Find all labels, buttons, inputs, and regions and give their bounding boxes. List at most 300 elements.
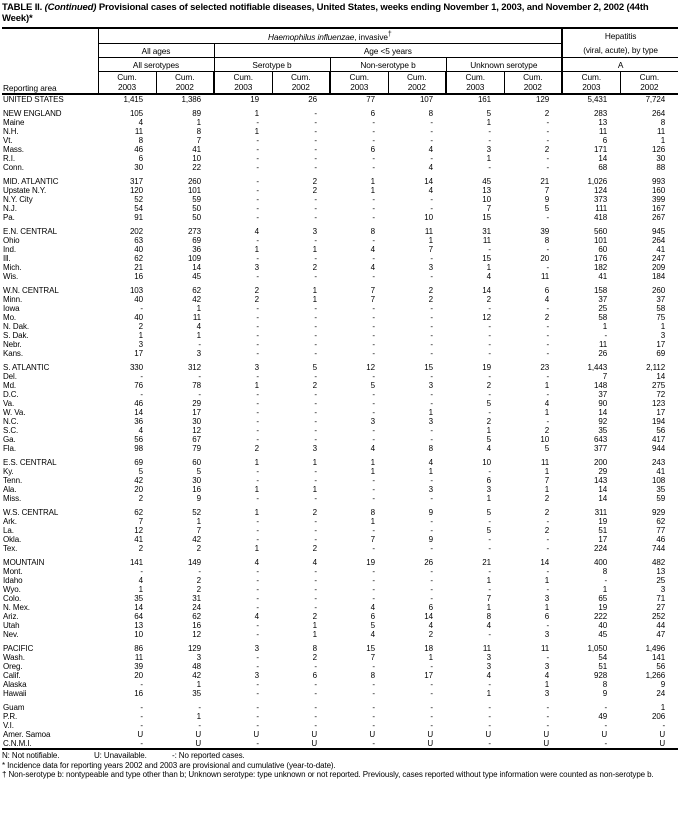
cell-value: - [314, 476, 317, 485]
cell-value: 11 [482, 644, 491, 653]
cell-value: 54 [598, 653, 608, 662]
cell-value: 1 [544, 680, 550, 689]
cell-value: 312 [187, 363, 201, 372]
cell-value: - [430, 517, 433, 526]
cell-value: 35 [134, 594, 143, 603]
cell-value: - [430, 154, 433, 163]
cell-value: - [546, 390, 550, 399]
table-row [2, 390, 678, 399]
cell-value: - [372, 426, 375, 435]
cell-value: 7 [370, 286, 375, 295]
table-row [2, 372, 678, 381]
table-row [2, 739, 678, 749]
cell-value: - [140, 721, 143, 730]
cell-value: 14 [598, 154, 608, 163]
cell-value: 88 [656, 163, 666, 172]
reporting-area-label: Colo. [3, 594, 22, 603]
cell-value: 4 [254, 558, 259, 567]
cell-value: 1 [544, 576, 550, 585]
cell-value: 160 [652, 186, 666, 195]
cell-value: - [430, 712, 433, 721]
cell-value: 643 [594, 435, 608, 444]
cell-value: 1 [486, 426, 491, 435]
cell-value: 62 [192, 612, 201, 621]
cell-value: 264 [652, 109, 666, 118]
reporting-area-label: S. ATLANTIC [3, 363, 50, 372]
cell-value: 9 [544, 195, 550, 204]
cell-value: 171 [594, 145, 608, 154]
reporting-area-label: Wyo. [3, 585, 21, 594]
table-title-text: Provisional cases of selected notifiable diseases, United States, weeks ending November 1, 2003, and November 2, 2002 (44th Week)* [2, 2, 649, 24]
cell-value: - [372, 544, 375, 553]
cell-value: 1 [544, 381, 550, 390]
cell-value: 14 [598, 485, 608, 494]
cell-value: 5 [312, 363, 317, 372]
table-row [2, 662, 678, 671]
footnote-dagger: † Non-serotype b: nontypeable and type other than b; Unknown serotype: type unknown or not reported. Previously, cases reported without type information were counted as non-serotype b. [2, 770, 654, 779]
cell-value: 1 [138, 331, 143, 340]
cell-value: - [430, 127, 433, 136]
cell-value: - [314, 435, 317, 444]
cell-value: 1 [196, 517, 201, 526]
cell-value: 45 [192, 272, 201, 281]
cell-value: 14 [482, 286, 491, 295]
reporting-area-label: Nebr. [3, 340, 22, 349]
cell-value: - [430, 254, 433, 263]
cell-value: - [546, 621, 550, 630]
cell-value: - [372, 739, 375, 748]
cell-value: - [314, 109, 317, 118]
cell-value: - [256, 703, 259, 712]
cell-value: 126 [652, 145, 666, 154]
cell-value: 2 [196, 576, 201, 585]
table-row [2, 721, 678, 730]
reporting-area-label: Kans. [3, 349, 23, 358]
cell-value: 4 [544, 295, 550, 304]
cell-value: - [546, 653, 550, 662]
cell-value: 418 [594, 213, 608, 222]
reporting-area-label: MID. ATLANTIC [3, 177, 59, 186]
cell-value: - [488, 535, 491, 544]
cell-value: 3 [196, 349, 201, 358]
legend-not-notifiable: N: Not notifiable. [2, 751, 60, 760]
cell-value: 260 [652, 286, 666, 295]
cell-value: 1 [544, 603, 550, 612]
cell-value: - [314, 322, 317, 331]
all-ages-header: All ages [98, 44, 214, 58]
reporting-area-label: Calif. [3, 671, 21, 680]
cell-value: 1 [486, 263, 491, 272]
cell-value: 49 [598, 712, 608, 721]
cell-value: - [140, 567, 143, 576]
cell-value: 16 [134, 689, 143, 698]
table-row [2, 535, 678, 544]
cell-value: - [256, 594, 259, 603]
cell-value: 4 [370, 444, 375, 453]
cell-value: 275 [652, 381, 666, 390]
cell-value: 4 [428, 145, 433, 154]
cell-value: 12 [134, 526, 143, 535]
table-row [2, 213, 678, 222]
cell-value: - [430, 195, 433, 204]
cell-value: - [430, 435, 433, 444]
cell-value: - [372, 408, 375, 417]
cell-value: - [546, 263, 550, 272]
cell-value: - [372, 272, 375, 281]
table-row [2, 680, 678, 689]
cell-value: 52 [192, 508, 201, 517]
cell-value: - [314, 331, 317, 340]
cell-value: 24 [656, 689, 666, 698]
table-row [2, 136, 678, 145]
cell-value: - [314, 313, 317, 322]
reporting-area-label: Tex. [3, 544, 18, 553]
cell-value: 2 [312, 263, 317, 272]
cell-value: 109 [187, 254, 201, 263]
reporting-area-label: N.H. [3, 127, 19, 136]
reporting-area-label: N.Y. City [3, 195, 33, 204]
cell-value: 560 [594, 227, 608, 236]
cell-value: - [430, 349, 433, 358]
serotype-b-header: Serotype b [214, 58, 330, 72]
cell-value: 5 [486, 399, 491, 408]
cell-value: 11 [424, 227, 433, 236]
reporting-area-label: W.S. CENTRAL [3, 508, 59, 517]
cell-value: 3 [428, 381, 433, 390]
table-row [2, 331, 678, 340]
cell-value: 64 [134, 612, 143, 621]
cell-value: 41 [656, 467, 666, 476]
cell-value: 7 [486, 594, 491, 603]
cell-value: - [314, 703, 317, 712]
cell-value: 2 [254, 444, 259, 453]
cell-value: - [372, 204, 375, 213]
cell-value: 42 [192, 671, 201, 680]
cell-value: - [372, 594, 375, 603]
cell-value: - [256, 680, 259, 689]
cell-value: - [430, 136, 433, 145]
cell-value: 30 [192, 476, 201, 485]
reporting-area-label: N. Dak. [3, 322, 29, 331]
table-title-number: TABLE II. [2, 2, 43, 13]
cell-value: 52 [134, 195, 143, 204]
reporting-area-label: Md. [3, 381, 17, 390]
cell-value: - [314, 426, 317, 435]
cell-value: 37 [656, 295, 666, 304]
cell-value: 25 [656, 576, 666, 585]
cell-value: 482 [652, 558, 666, 567]
cell-value: 1 [370, 467, 375, 476]
cell-value: 12 [482, 313, 491, 322]
cell-value: 91 [134, 213, 143, 222]
cell-value: 1 [254, 544, 259, 553]
cell-value: - [256, 236, 259, 245]
cell-value: - [546, 703, 550, 712]
cell-value: - [256, 322, 259, 331]
cell-value: - [256, 526, 259, 535]
cell-value: - [256, 390, 259, 399]
cell-value: 1 [544, 467, 550, 476]
cell-value: - [140, 703, 143, 712]
cell-value: 4 [254, 612, 259, 621]
cell-value: 1 [196, 118, 201, 127]
cell-value: 31 [192, 594, 201, 603]
cell-value: 17 [656, 340, 666, 349]
cell-value: - [488, 703, 491, 712]
cell-value: 6 [486, 476, 491, 485]
cell-value: 1,443 [587, 363, 608, 372]
cell-value: 3 [486, 662, 491, 671]
cell-value: - [314, 254, 317, 263]
cell-value: 46 [656, 535, 666, 544]
reporting-area-label: W.N. CENTRAL [3, 286, 59, 295]
cell-value: 5 [486, 435, 491, 444]
cell-value: 77 [656, 526, 666, 535]
cum-2002-header: Cum. 2002 [272, 72, 330, 95]
hepatitis-subtitle-header: (viral, acute), by type [562, 44, 678, 58]
cell-value: 10 [134, 630, 143, 639]
cell-value: 8 [138, 136, 143, 145]
cell-value: - [314, 118, 317, 127]
cell-value: - [488, 567, 491, 576]
cell-value: 3 [544, 594, 550, 603]
cell-value: 2,112 [646, 363, 666, 372]
cell-value: - [488, 245, 491, 254]
cell-value: 12 [192, 426, 201, 435]
cell-value: 161 [477, 95, 491, 104]
cell-value: - [372, 567, 375, 576]
cell-value: 373 [594, 195, 608, 204]
cell-value: 3 [312, 444, 317, 453]
table-row [2, 349, 678, 358]
cell-value: 89 [192, 109, 201, 118]
cell-value: 14 [424, 177, 433, 186]
cell-value: - [140, 739, 143, 748]
reporting-area-label: Fla. [3, 444, 16, 453]
cell-value: 6 [312, 671, 317, 680]
cell-value: 2 [544, 145, 550, 154]
cell-value: 2 [138, 494, 143, 503]
cell-value: 2 [544, 313, 550, 322]
reporting-area-label: Hawaii [3, 689, 27, 698]
cell-value: 1 [486, 689, 491, 698]
cell-value: 929 [652, 508, 666, 517]
cell-value: 40 [134, 295, 143, 304]
cell-value: 3 [254, 644, 259, 653]
table-row [2, 322, 678, 331]
table-row [2, 444, 678, 453]
cell-value: 16 [192, 621, 201, 630]
cell-value: 14 [656, 372, 666, 381]
cell-value: - [488, 322, 491, 331]
cell-value: 2 [544, 426, 550, 435]
cell-value: - [314, 236, 317, 245]
cell-value: 62 [134, 508, 143, 517]
cell-value: - [256, 154, 259, 163]
reporting-area-label: Ark. [3, 517, 17, 526]
cell-value: - [314, 399, 317, 408]
cell-value: 123 [652, 399, 666, 408]
cell-value: - [604, 703, 608, 712]
cell-value: 1 [312, 295, 317, 304]
cell-value: 69 [134, 458, 143, 467]
cell-value: 21 [134, 263, 143, 272]
cell-value: - [372, 494, 375, 503]
cell-value: - [314, 195, 317, 204]
cell-value: - [314, 204, 317, 213]
cell-value: 108 [652, 476, 666, 485]
cell-value: 7 [370, 653, 375, 662]
hflu-group-header [98, 28, 562, 44]
cell-value: 13 [482, 186, 491, 195]
reporting-area-label: Idaho [3, 576, 23, 585]
cell-value: 2 [486, 381, 491, 390]
cell-value: - [256, 372, 259, 381]
table-row [2, 689, 678, 698]
cell-value: - [430, 680, 433, 689]
reporting-area-label: Ala. [3, 485, 17, 494]
reporting-area-label: N. Mex. [3, 603, 30, 612]
cell-value: 26 [308, 95, 317, 104]
cell-value: 1,266 [645, 671, 666, 680]
cell-value: 92 [598, 417, 608, 426]
cell-value: - [604, 739, 608, 748]
cell-value: - [198, 372, 201, 381]
cell-value: - [546, 136, 550, 145]
cell-value: 101 [187, 186, 201, 195]
cell-value: - [256, 467, 259, 476]
cell-value: 2 [428, 630, 433, 639]
reporting-area-label: S. Dak. [3, 331, 29, 340]
cell-value: - [256, 177, 259, 186]
table-row [2, 236, 678, 245]
reporting-area-label: Del. [3, 372, 17, 381]
cell-value: - [430, 331, 433, 340]
table-row [2, 508, 678, 517]
cell-value: - [256, 712, 259, 721]
table-row [2, 730, 678, 739]
cell-value: U [253, 730, 259, 739]
cell-value: 11 [656, 127, 666, 136]
reporting-area-label: V.I. [3, 721, 14, 730]
cell-value: 4 [428, 163, 433, 172]
cell-value: - [430, 313, 433, 322]
cell-value: - [546, 535, 550, 544]
table-row [2, 603, 678, 612]
cell-value: 3 [486, 145, 491, 154]
table-row [2, 494, 678, 503]
cell-value: - [430, 304, 433, 313]
cell-value: - [314, 535, 317, 544]
cell-value: - [256, 204, 259, 213]
table-row [2, 408, 678, 417]
cell-value: 6 [428, 603, 433, 612]
cell-value: 1,415 [123, 95, 143, 104]
cell-value: - [430, 476, 433, 485]
cell-value: - [546, 322, 550, 331]
cell-value: 4 [544, 399, 550, 408]
cum-2002-header: Cum. 2002 [504, 72, 562, 95]
cell-value: - [430, 340, 433, 349]
cell-value: U [311, 739, 317, 748]
cell-value: - [430, 576, 433, 585]
table-row [2, 109, 678, 118]
cell-value: 2 [196, 585, 201, 594]
cell-value: 417 [652, 435, 666, 444]
hflu-italic-label: Haemophilus influenzae [267, 31, 355, 42]
cell-value: 11 [540, 272, 550, 281]
cell-value: - [372, 195, 375, 204]
table-row [2, 612, 678, 621]
cell-value: 58 [656, 304, 666, 313]
cell-value: 60 [192, 458, 201, 467]
table-row [2, 576, 678, 585]
table-row [2, 154, 678, 163]
table-row [2, 458, 678, 467]
reporting-area-label: Minn. [3, 295, 23, 304]
cell-value: 105 [129, 109, 143, 118]
cell-value: - [430, 544, 433, 553]
cell-value: 209 [652, 263, 666, 272]
cell-value: - [430, 399, 433, 408]
cell-value: - [546, 712, 550, 721]
reporting-area-label: Alaska [3, 680, 27, 689]
cell-value: 10 [424, 213, 433, 222]
cell-value: 400 [594, 558, 608, 567]
cell-value: 4 [312, 558, 317, 567]
cell-value: - [256, 585, 259, 594]
reporting-area-label: Upstate N.Y. [3, 186, 47, 195]
table-row [2, 467, 678, 476]
cell-value: - [488, 163, 491, 172]
cell-value: 1 [312, 630, 317, 639]
cell-value: 20 [134, 485, 143, 494]
cell-value: 260 [187, 177, 201, 186]
cell-value: 224 [594, 544, 608, 553]
cell-value: 65 [598, 594, 608, 603]
cum-2002-header: Cum. 2002 [620, 72, 678, 95]
cell-value: 1 [254, 109, 259, 118]
cell-value: - [256, 331, 259, 340]
cell-value: - [430, 567, 433, 576]
cell-value: 48 [192, 662, 201, 671]
cell-value: 4 [138, 576, 143, 585]
cell-value: 3 [428, 417, 433, 426]
cell-value: 1 [544, 485, 550, 494]
table-row [2, 517, 678, 526]
cell-value: 252 [652, 612, 666, 621]
reporting-area-label: Ill. [3, 254, 11, 263]
cell-value: 11 [598, 127, 608, 136]
cell-value: 311 [594, 508, 608, 517]
cum-2003-header: Cum. 2003 [446, 72, 504, 95]
cell-value: 8 [602, 680, 608, 689]
cell-value: 20 [134, 671, 143, 680]
cell-value: 13 [598, 118, 608, 127]
table-row [2, 585, 678, 594]
cell-value: - [372, 154, 375, 163]
cell-value: - [372, 689, 375, 698]
cell-value: 2 [544, 508, 550, 517]
cell-value: 399 [652, 195, 666, 204]
cell-value: 72 [656, 390, 666, 399]
cell-value: - [488, 585, 491, 594]
cell-value: - [430, 689, 433, 698]
cell-value: 2 [138, 322, 143, 331]
cell-value: 3 [486, 485, 491, 494]
cell-value: 8 [544, 236, 550, 245]
cell-value: - [430, 526, 433, 535]
